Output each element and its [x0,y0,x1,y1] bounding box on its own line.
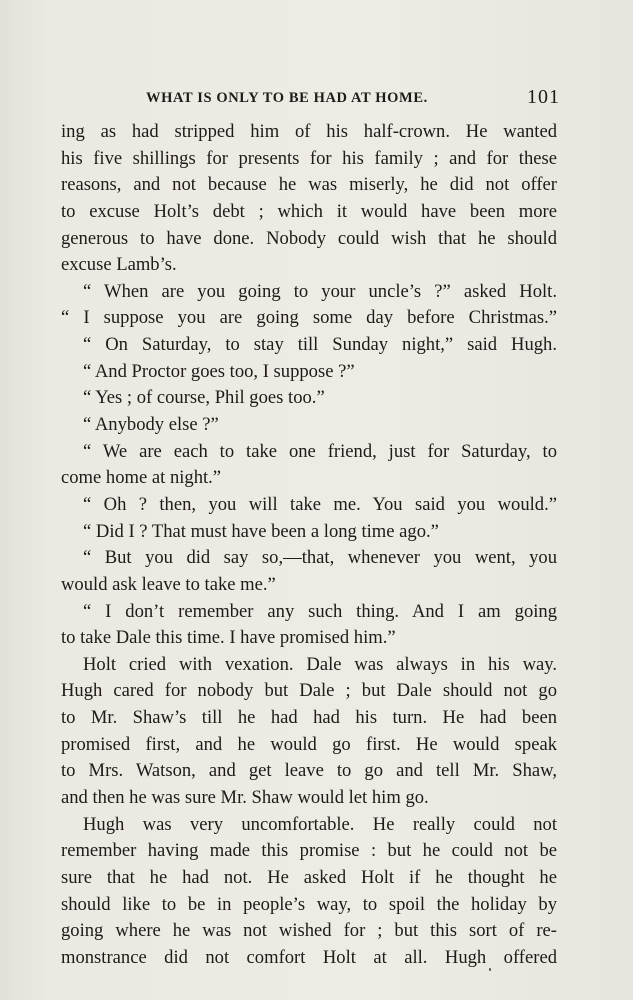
text-line: and then he was sure Mr. Shaw would let him go. [61,787,429,809]
text-line: to excuse Holt’s debt ; which it would have been more [61,200,557,222]
text-line: to Mrs. Watson, and get leave to go and tell Mr. Shaw, [61,760,557,782]
text-line: remember having made this promise : but he could not be [61,840,557,862]
text-line: generous to have done. Nobody could wish that he should [61,227,557,249]
text-line: ing as had stripped him of his half-crown. He wanted [61,121,557,142]
text-line: reasons, and not because he was miserly, he did not offer [61,174,557,196]
text-line: Holt cried with vexation. Dale was always in his way. [83,653,557,675]
text-line: “ Yes ; of course, Phil goes too.” [83,387,325,409]
text-line: Hugh was very uncomfortable. He really could not [83,813,557,835]
text-line: come home at night.” [61,467,222,489]
running-head: WHAT IS ONLY TO BE HAD AT HOME. [146,90,428,106]
text-line: “ On Saturday, to stay till Sunday night,” said Hugh. [83,334,557,356]
text-line: excuse Lamb’s. [61,254,177,276]
page-number: 101 [527,86,560,108]
text-line: “ But you did say so,—that, whenever you went, you [83,547,557,569]
text-line: should like to be in people’s way, to spoil the holiday by [61,893,557,915]
paper-speck [489,968,491,971]
text-line: “ And Proctor goes too, I suppose ?” [83,360,355,382]
text-line: Hugh cared for nobody but Dale ; but Dale should not go [61,680,557,702]
text-line: his five shillings for presents for his family ; and for these [61,147,557,169]
text-line: promised first, and he would go first. He would speak [61,733,557,755]
text-line: to Mr. Shaw’s till he had had his turn. He had been [61,707,557,729]
text-line: “ Did I ? That must have been a long time ago.” [83,520,439,542]
text-line: going where he was not wished for ; but this sort of re- [61,920,557,942]
text-line: “ I don’t remember any such thing. And I am going [83,600,557,622]
text-line: to take Dale this time. I have promised him.” [61,627,396,649]
text-line: “ Anybody else ?” [83,414,219,436]
body-text [61,119,557,972]
text-line: “ When are you going to your uncle’s ?” asked Holt. [83,280,557,302]
page-header [60,86,560,114]
text-line: “ Oh ? then, you will take me. You said you would.” [83,493,557,515]
text-line: sure that he had not. He asked Holt if he thought he [61,866,557,888]
text-line: would ask leave to take me.” [61,573,276,595]
text-line: “ I suppose you are going some day before Christmas.” [61,307,557,329]
text-line: monstrance did not comfort Holt at all. Hugh offered [61,946,557,968]
text-line: “ We are each to take one friend, just for Saturday, to [83,440,557,462]
